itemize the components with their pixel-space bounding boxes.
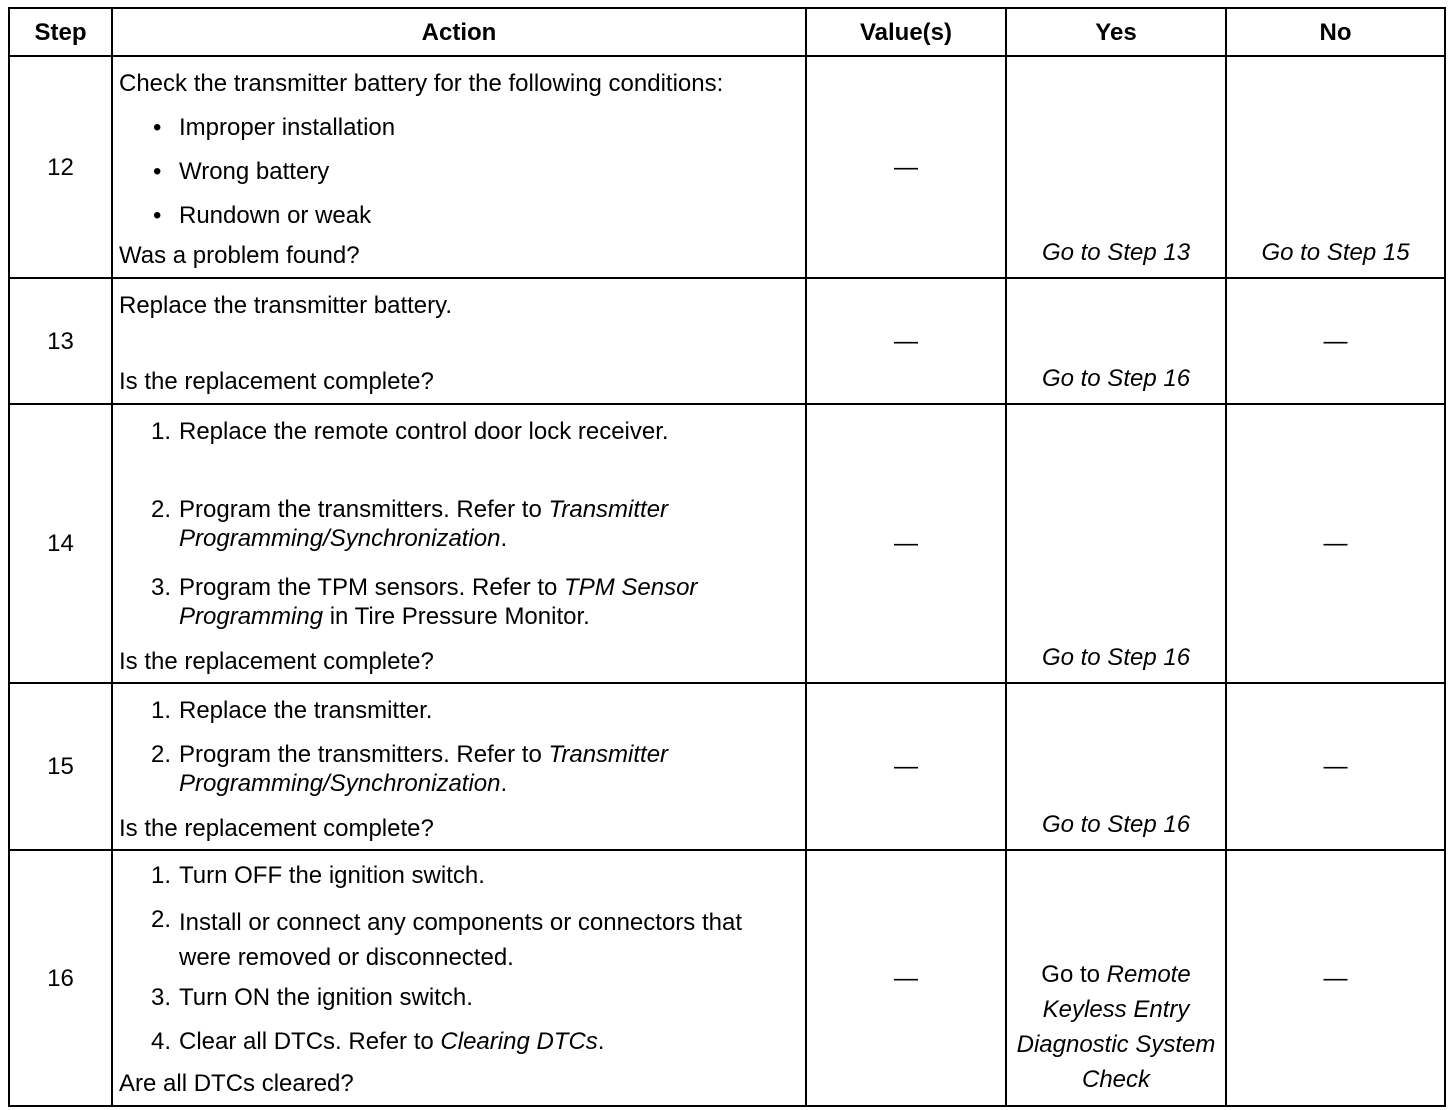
bullet-text: Improper installation	[179, 114, 396, 141]
item-number: 1.	[150, 862, 171, 889]
item-number: 1.	[150, 418, 171, 445]
value-cell: —	[806, 278, 1006, 404]
item-number: 3.	[150, 574, 171, 601]
item-number: 2.	[150, 496, 171, 523]
step-number: 14	[9, 404, 112, 683]
reference-link[interactable]: Transmitter Programming/Synchronization	[179, 496, 669, 552]
bullet-text: Wrong battery	[179, 158, 330, 185]
action-cell	[112, 850, 806, 1106]
item-text: Program the transmitters. Refer to Transmitter Programming/Synchronization.	[179, 741, 669, 797]
value-cell: —	[806, 850, 1006, 1106]
yes-link[interactable]: Go to Step 13	[1006, 56, 1226, 278]
action-question: Is the replacement complete?	[119, 648, 434, 675]
header-no: No	[1226, 8, 1445, 56]
yes-link[interactable]: Go to Step 16	[1006, 404, 1226, 683]
value-cell: —	[806, 56, 1006, 278]
header-yes: Yes	[1006, 8, 1226, 56]
no-link[interactable]: Go to Step 15	[1226, 56, 1445, 278]
value-cell: —	[806, 683, 1006, 850]
bullet: •	[153, 114, 162, 141]
table-row	[9, 404, 1445, 683]
item-number: 2.	[150, 741, 171, 768]
table-row	[9, 56, 1445, 278]
item-text: Replace the transmitter.	[179, 697, 433, 724]
no-value: —	[1226, 278, 1445, 404]
header-values: Value(s)	[806, 8, 1006, 56]
item-number: 4.	[150, 1028, 171, 1055]
action-cell	[112, 404, 806, 683]
step-number: 13	[9, 278, 112, 404]
reference-link[interactable]: Transmitter Programming/Synchronization	[179, 741, 669, 797]
yes-link[interactable]: Go to Remote Keyless Entry Diagnostic System Check	[1006, 850, 1226, 1106]
action-cell	[112, 683, 806, 850]
action-intro: Replace the transmitter battery.	[119, 292, 453, 319]
action-question: Is the replacement complete?	[119, 368, 434, 395]
yes-link[interactable]: Go to Step 16	[1006, 278, 1226, 404]
table-row	[9, 278, 1445, 404]
item-number: 3.	[150, 984, 171, 1011]
diagnostic-table	[8, 7, 1446, 1107]
header-row	[9, 8, 1445, 56]
action-cell	[112, 278, 806, 404]
header-action: Action	[112, 8, 806, 56]
value-cell: —	[806, 404, 1006, 683]
action-question: Are all DTCs cleared?	[119, 1070, 354, 1097]
reference-link[interactable]: Remote Keyless Entry Diagnostic System Check	[1016, 961, 1216, 1093]
item-number: 2.	[150, 906, 171, 933]
item-text: Clear all DTCs. Refer to Clearing DTCs.	[179, 1028, 605, 1055]
item-text: Turn OFF the ignition switch.	[179, 862, 485, 889]
bullet: •	[153, 158, 162, 185]
action-intro: Check the transmitter battery for the following conditions:	[119, 70, 724, 97]
item-text: Install or connect any components or connectors that were removed or disconnected.	[179, 909, 742, 971]
reference-link[interactable]: Clearing DTCs	[440, 1028, 598, 1055]
step-number: 16	[9, 850, 112, 1106]
item-text: Program the transmitters. Refer to Transmitter Programming/Synchronization.	[179, 496, 669, 552]
item-text: Replace the remote control door lock receiver.	[179, 418, 669, 445]
step-number: 12	[9, 56, 112, 278]
step-number: 15	[9, 683, 112, 850]
action-question: Was a problem found?	[119, 242, 360, 269]
yes-link[interactable]: Go to Step 16	[1006, 683, 1226, 850]
reference-link[interactable]: TPM Sensor Programming	[179, 574, 698, 630]
table-row	[9, 850, 1445, 1106]
no-value: —	[1226, 683, 1445, 850]
bullet: •	[153, 202, 162, 229]
no-value: —	[1226, 404, 1445, 683]
action-question: Is the replacement complete?	[119, 815, 434, 842]
item-text: Turn ON the ignition switch.	[179, 984, 473, 1011]
no-value: —	[1226, 850, 1445, 1106]
item-text: Program the TPM sensors. Refer to TPM Sensor Programming in Tire Pressure Monitor.	[179, 574, 698, 630]
header-step: Step	[9, 8, 112, 56]
item-number: 1.	[150, 697, 171, 724]
table-row	[9, 683, 1445, 850]
bullet-text: Rundown or weak	[179, 202, 372, 229]
action-cell	[112, 56, 806, 278]
